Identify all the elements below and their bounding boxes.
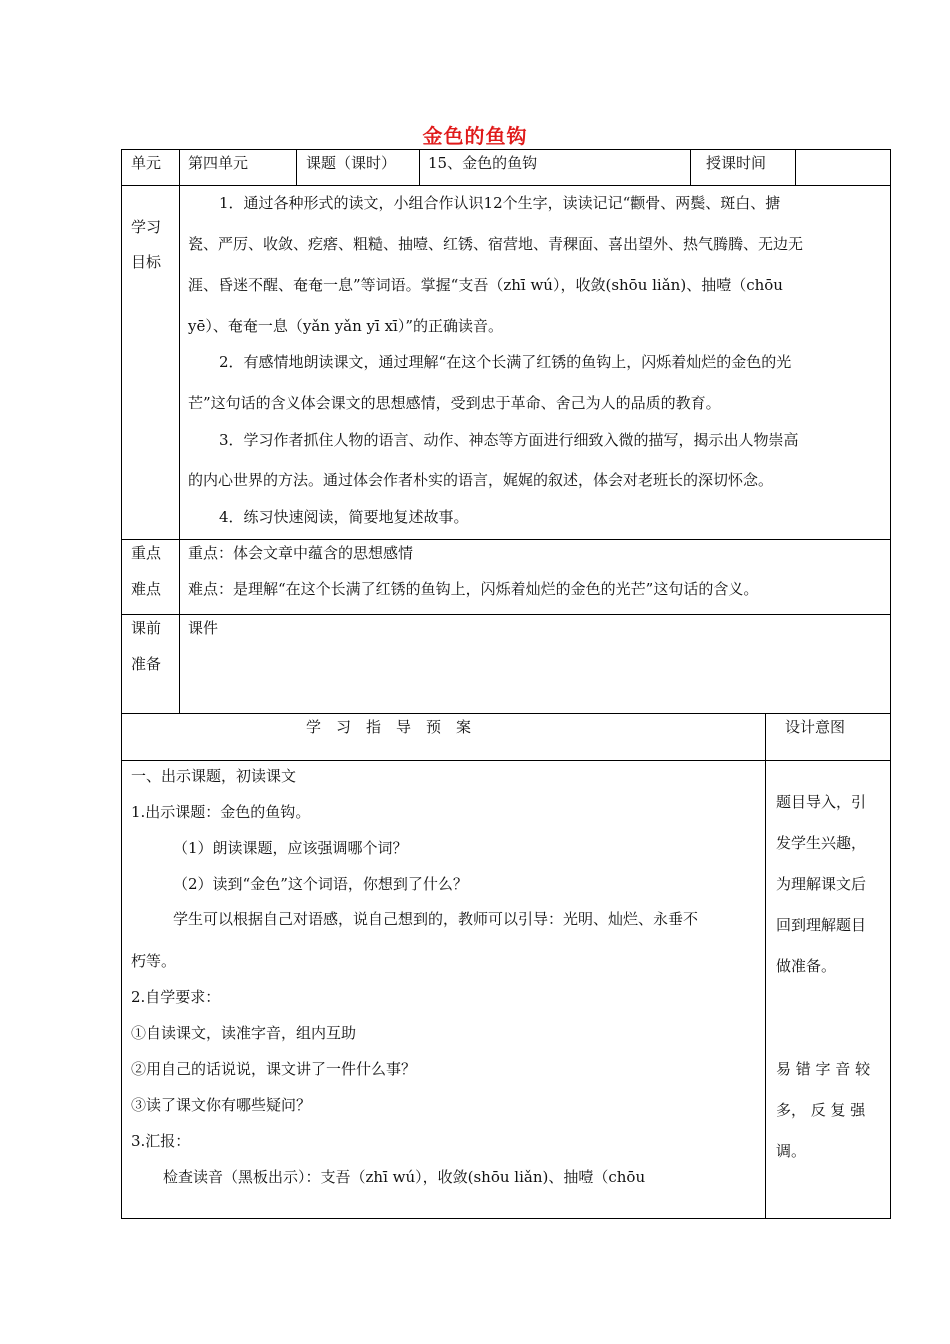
design-note-line: 为理解课文后: [776, 875, 867, 893]
row-divider-prep: [121, 713, 891, 714]
objective-line: 的内心世界的方法。通过体会作者朴实的语言，娓娓的叙述，体会对老班长的深切怀念。: [188, 471, 774, 489]
difficulty-text: 难点：是理解“在这个长满了红锈的鱼钩上，闪烁着灿烂的金色的光芒”这句话的含义。: [188, 580, 759, 598]
objectives-label-line1: 学习: [131, 218, 162, 236]
plan-line: （1）朗读课题，应该强调哪个词？: [173, 839, 408, 857]
row-divider-header: [121, 185, 891, 186]
objective-line: 涯、昏迷不醒、奄奄一息”等词语。掌握“支吾（zhī wú），收敛(shōu liǎn)、抽噎（chōu: [188, 276, 783, 294]
table-border-bottom: [121, 1218, 891, 1219]
objective-line: 芒”这句话的含义体会课文的思想感情，受到忠于革命、舍己为人的品质的教育。: [188, 394, 721, 412]
plan-line: 朽等。: [131, 952, 177, 970]
row-divider-keypoints: [121, 614, 891, 615]
plan-line: （2）读到“金色”这个词语，你想到了什么？: [173, 875, 468, 893]
plan-line: ③读了课文你有哪些疑问？: [131, 1096, 312, 1114]
page-title: 金色的鱼钩: [422, 124, 528, 148]
plan-line: 3.汇报：: [131, 1132, 191, 1150]
column-divider-unit: [296, 149, 297, 186]
unit-label: 单元: [131, 154, 162, 172]
design-note-line: 调。: [776, 1142, 807, 1160]
key-point-text: 重点：体会文章中蕴含的思想感情: [188, 544, 414, 562]
plan-line: 一、出示课题，初读课文: [131, 767, 297, 785]
objective-line: 2．有感情地朗读课文，通过理解“在这个长满了红锈的鱼钩上，闪烁着灿烂的金色的光: [219, 353, 792, 371]
objective-line: 1．通过各种形式的读文，小组合作认识12个生字，读读记记“颧骨、两鬓、斑白、搪: [219, 194, 781, 212]
objectives-label-line2: 目标: [131, 253, 162, 271]
plan-line: 检查读音（黑板出示）：支吾（zhī wú），收敛(shōu liǎn)、抽噎（chōu: [163, 1168, 646, 1186]
unit-value: 第四单元: [188, 154, 249, 172]
design-note-line: 发学生兴趣，: [776, 834, 867, 852]
keypoints-label-line2: 难点: [131, 580, 162, 598]
plan-line: 学生可以根据自己对语感，说自己想到的，教师可以引导：光明、灿烂、永垂不: [173, 910, 699, 928]
prep-label-line2: 准备: [131, 655, 162, 673]
design-note-line: 多， 反 复 强: [776, 1101, 866, 1119]
column-divider-label: [179, 149, 180, 714]
prep-label-line1: 课前: [131, 619, 162, 637]
objective-line: 瓷、严厉、收敛、疙瘩、粗糙、抽噎、红锈、宿营地、青稞面、喜出望外、热气腾腾、无边无: [188, 235, 804, 253]
plan-line: 1.出示课题：金色的鱼钩。: [131, 803, 311, 821]
design-note-line: 易 错 字 音 较: [776, 1060, 871, 1078]
keypoints-label-line1: 重点: [131, 544, 162, 562]
plan-header-right: 设计意图: [785, 718, 846, 736]
table-border-right: [890, 149, 891, 1219]
lesson-value: 15、金色的鱼钩: [428, 154, 538, 172]
table-border-left: [121, 149, 122, 1219]
column-divider-time-label: [795, 149, 796, 186]
design-note-line: 题目导入，引: [776, 793, 867, 811]
row-divider-plan-header: [121, 760, 891, 761]
row-divider-objectives: [121, 539, 891, 540]
plan-line: ②用自己的话说说，课文讲了一件什么事？: [131, 1060, 417, 1078]
column-divider-lesson-label: [419, 149, 420, 186]
column-divider-lesson-value: [690, 149, 691, 186]
time-label: 授课时间: [706, 154, 767, 172]
objective-line: yē）、奄奄一息（yǎn yǎn yī xī）”的正确读音。: [188, 317, 504, 335]
plan-line: ①自读课文，读准字音，组内互助: [131, 1024, 357, 1042]
table-border-top: [121, 149, 891, 150]
column-divider-design: [765, 713, 766, 1219]
objective-line: 3．学习作者抓住人物的语言、动作、神态等方面进行细致入微的描写，揭示出人物崇高: [219, 431, 799, 449]
plan-header-left: 学 习 指 导 预 案: [306, 718, 472, 736]
lesson-label: 课题（课时）: [306, 154, 397, 172]
design-note-line: 做准备。: [776, 957, 837, 975]
prep-value: 课件: [188, 619, 219, 637]
objective-line: 4．练习快速阅读，简要地复述故事。: [219, 508, 469, 526]
plan-line: 2.自学要求：: [131, 988, 221, 1006]
design-note-line: 回到理解题目: [776, 916, 867, 934]
